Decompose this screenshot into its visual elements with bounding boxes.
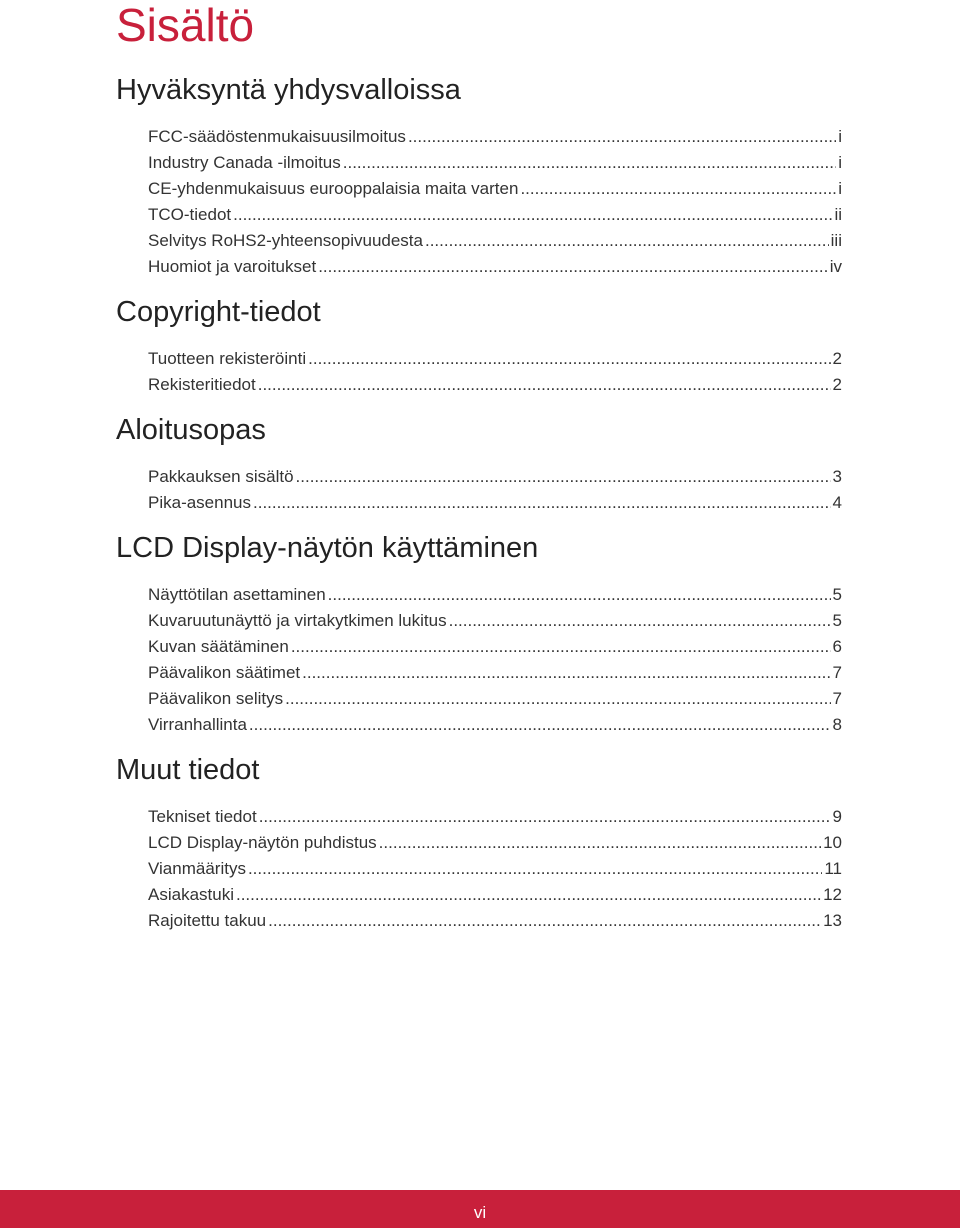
toc-entry[interactable] — [148, 372, 842, 398]
toc-entry-page: ii — [834, 205, 842, 224]
toc-entry[interactable] — [148, 712, 842, 738]
toc-entry-page: i — [838, 127, 842, 146]
dot-leader — [291, 634, 831, 660]
toc-entry-page: 4 — [832, 493, 842, 512]
dot-leader — [520, 176, 836, 202]
dot-leader — [408, 124, 836, 150]
toc-entry-list — [116, 124, 842, 280]
page-title: Sisältö — [116, 0, 255, 51]
toc-entry-label: TCO-tiedot — [148, 205, 232, 224]
toc-entry[interactable] — [148, 856, 842, 882]
toc-entry-label: Kuvaruutunäyttö ja virtakytkimen lukitus — [148, 611, 447, 630]
toc-entry-list — [116, 346, 842, 398]
toc-entry-label: Päävalikon selitys — [148, 689, 284, 708]
dot-leader — [328, 582, 831, 608]
toc-entry-page: 7 — [832, 663, 842, 682]
dot-leader — [268, 908, 821, 934]
toc-entry[interactable] — [148, 254, 842, 280]
toc-entry-label: Virranhallinta — [148, 715, 247, 734]
toc-entry[interactable] — [148, 660, 842, 686]
toc-entry-label: Pika-asennus — [148, 493, 252, 512]
toc-entry-list — [116, 804, 842, 934]
toc-entry[interactable] — [148, 582, 842, 608]
toc-entry-page: 7 — [832, 689, 842, 708]
toc-entry-list — [116, 582, 842, 738]
toc-entry-label: Tekniset tiedot — [148, 807, 257, 826]
toc-entry[interactable] — [148, 124, 842, 150]
toc-entry-label: CE-yhdenmukaisuus eurooppalaisia maita varten — [148, 179, 519, 198]
toc-entry-list — [116, 464, 842, 516]
toc-entry-page: iii — [830, 231, 842, 250]
section-heading: LCD Display-näytön käyttäminen — [116, 532, 539, 564]
toc-entry-page: 10 — [823, 833, 842, 852]
dot-leader — [259, 804, 831, 830]
toc-entry-page: 13 — [823, 911, 842, 930]
dot-leader — [425, 228, 829, 254]
section-heading: Muut tiedot — [116, 754, 260, 786]
section-heading: Aloitusopas — [116, 414, 266, 446]
dot-leader — [449, 608, 831, 634]
toc-entry[interactable] — [148, 150, 842, 176]
table-of-contents — [116, 72, 842, 934]
toc-entry-label: Rajoitettu takuu — [148, 911, 267, 930]
toc-entry[interactable] — [148, 346, 842, 372]
toc-entry-label: Vianmääritys — [148, 859, 246, 878]
toc-entry-page: 6 — [832, 637, 842, 656]
dot-leader — [296, 464, 831, 490]
toc-entry[interactable] — [148, 228, 842, 254]
toc-entry[interactable] — [148, 490, 842, 516]
section-heading: Hyväksyntä yhdysvalloissa — [116, 74, 461, 106]
dot-leader — [318, 254, 828, 280]
toc-entry-page: 5 — [832, 611, 842, 630]
dot-leader — [343, 150, 836, 176]
toc-entry[interactable] — [148, 608, 842, 634]
toc-entry[interactable] — [148, 882, 842, 908]
dot-leader — [249, 712, 831, 738]
toc-entry-label: Industry Canada -ilmoitus — [148, 153, 341, 172]
dot-leader — [236, 882, 821, 908]
toc-entry-label: Näyttötilan asettaminen — [148, 585, 326, 604]
toc-entry-label: Kuvan säätäminen — [148, 637, 289, 656]
toc-entry-label: Pakkauksen sisältö — [148, 467, 294, 486]
dot-leader — [285, 686, 830, 712]
toc-entry-label: Tuotteen rekisteröinti — [148, 349, 307, 368]
dot-leader — [302, 660, 830, 686]
page-number: vi — [473, 1203, 487, 1222]
toc-entry-page: 11 — [824, 859, 842, 878]
toc-entry-label: Rekisteritiedot — [148, 375, 256, 394]
dot-leader — [258, 372, 831, 398]
toc-entry[interactable] — [148, 634, 842, 660]
toc-entry-label: Asiakastuki — [148, 885, 234, 904]
toc-entry-page: 2 — [832, 375, 842, 394]
footer-bar — [0, 1190, 960, 1228]
dot-leader — [308, 346, 830, 372]
dot-leader — [253, 490, 831, 516]
toc-entry-page: i — [838, 153, 842, 172]
toc-entry-page: iv — [829, 257, 842, 276]
toc-entry[interactable] — [148, 202, 842, 228]
toc-entry[interactable] — [148, 464, 842, 490]
toc-entry[interactable] — [148, 176, 842, 202]
toc-entry-label: LCD Display-näytön puhdistus — [148, 833, 377, 852]
toc-entry-page: 12 — [823, 885, 842, 904]
toc-entry[interactable] — [148, 686, 842, 712]
dot-leader — [379, 830, 821, 856]
toc-entry-page: 8 — [832, 715, 842, 734]
toc-entry-label: Selvitys RoHS2-yhteensopivuudesta — [148, 231, 423, 250]
toc-entry-page: 3 — [832, 467, 842, 486]
toc-entry-page: i — [838, 179, 842, 198]
toc-entry-page: 2 — [832, 349, 842, 368]
dot-leader — [248, 856, 822, 882]
toc-entry-label: FCC-säädöstenmukaisuusilmoitus — [148, 127, 406, 146]
toc-entry-page: 5 — [832, 585, 842, 604]
dot-leader — [233, 202, 832, 228]
section-heading: Copyright-tiedot — [116, 296, 321, 328]
toc-entry[interactable] — [148, 908, 842, 934]
toc-entry-label: Päävalikon säätimet — [148, 663, 301, 682]
toc-entry-label: Huomiot ja varoitukset — [148, 257, 317, 276]
toc-entry-page: 9 — [832, 807, 842, 826]
toc-entry[interactable] — [148, 830, 842, 856]
toc-entry[interactable] — [148, 804, 842, 830]
